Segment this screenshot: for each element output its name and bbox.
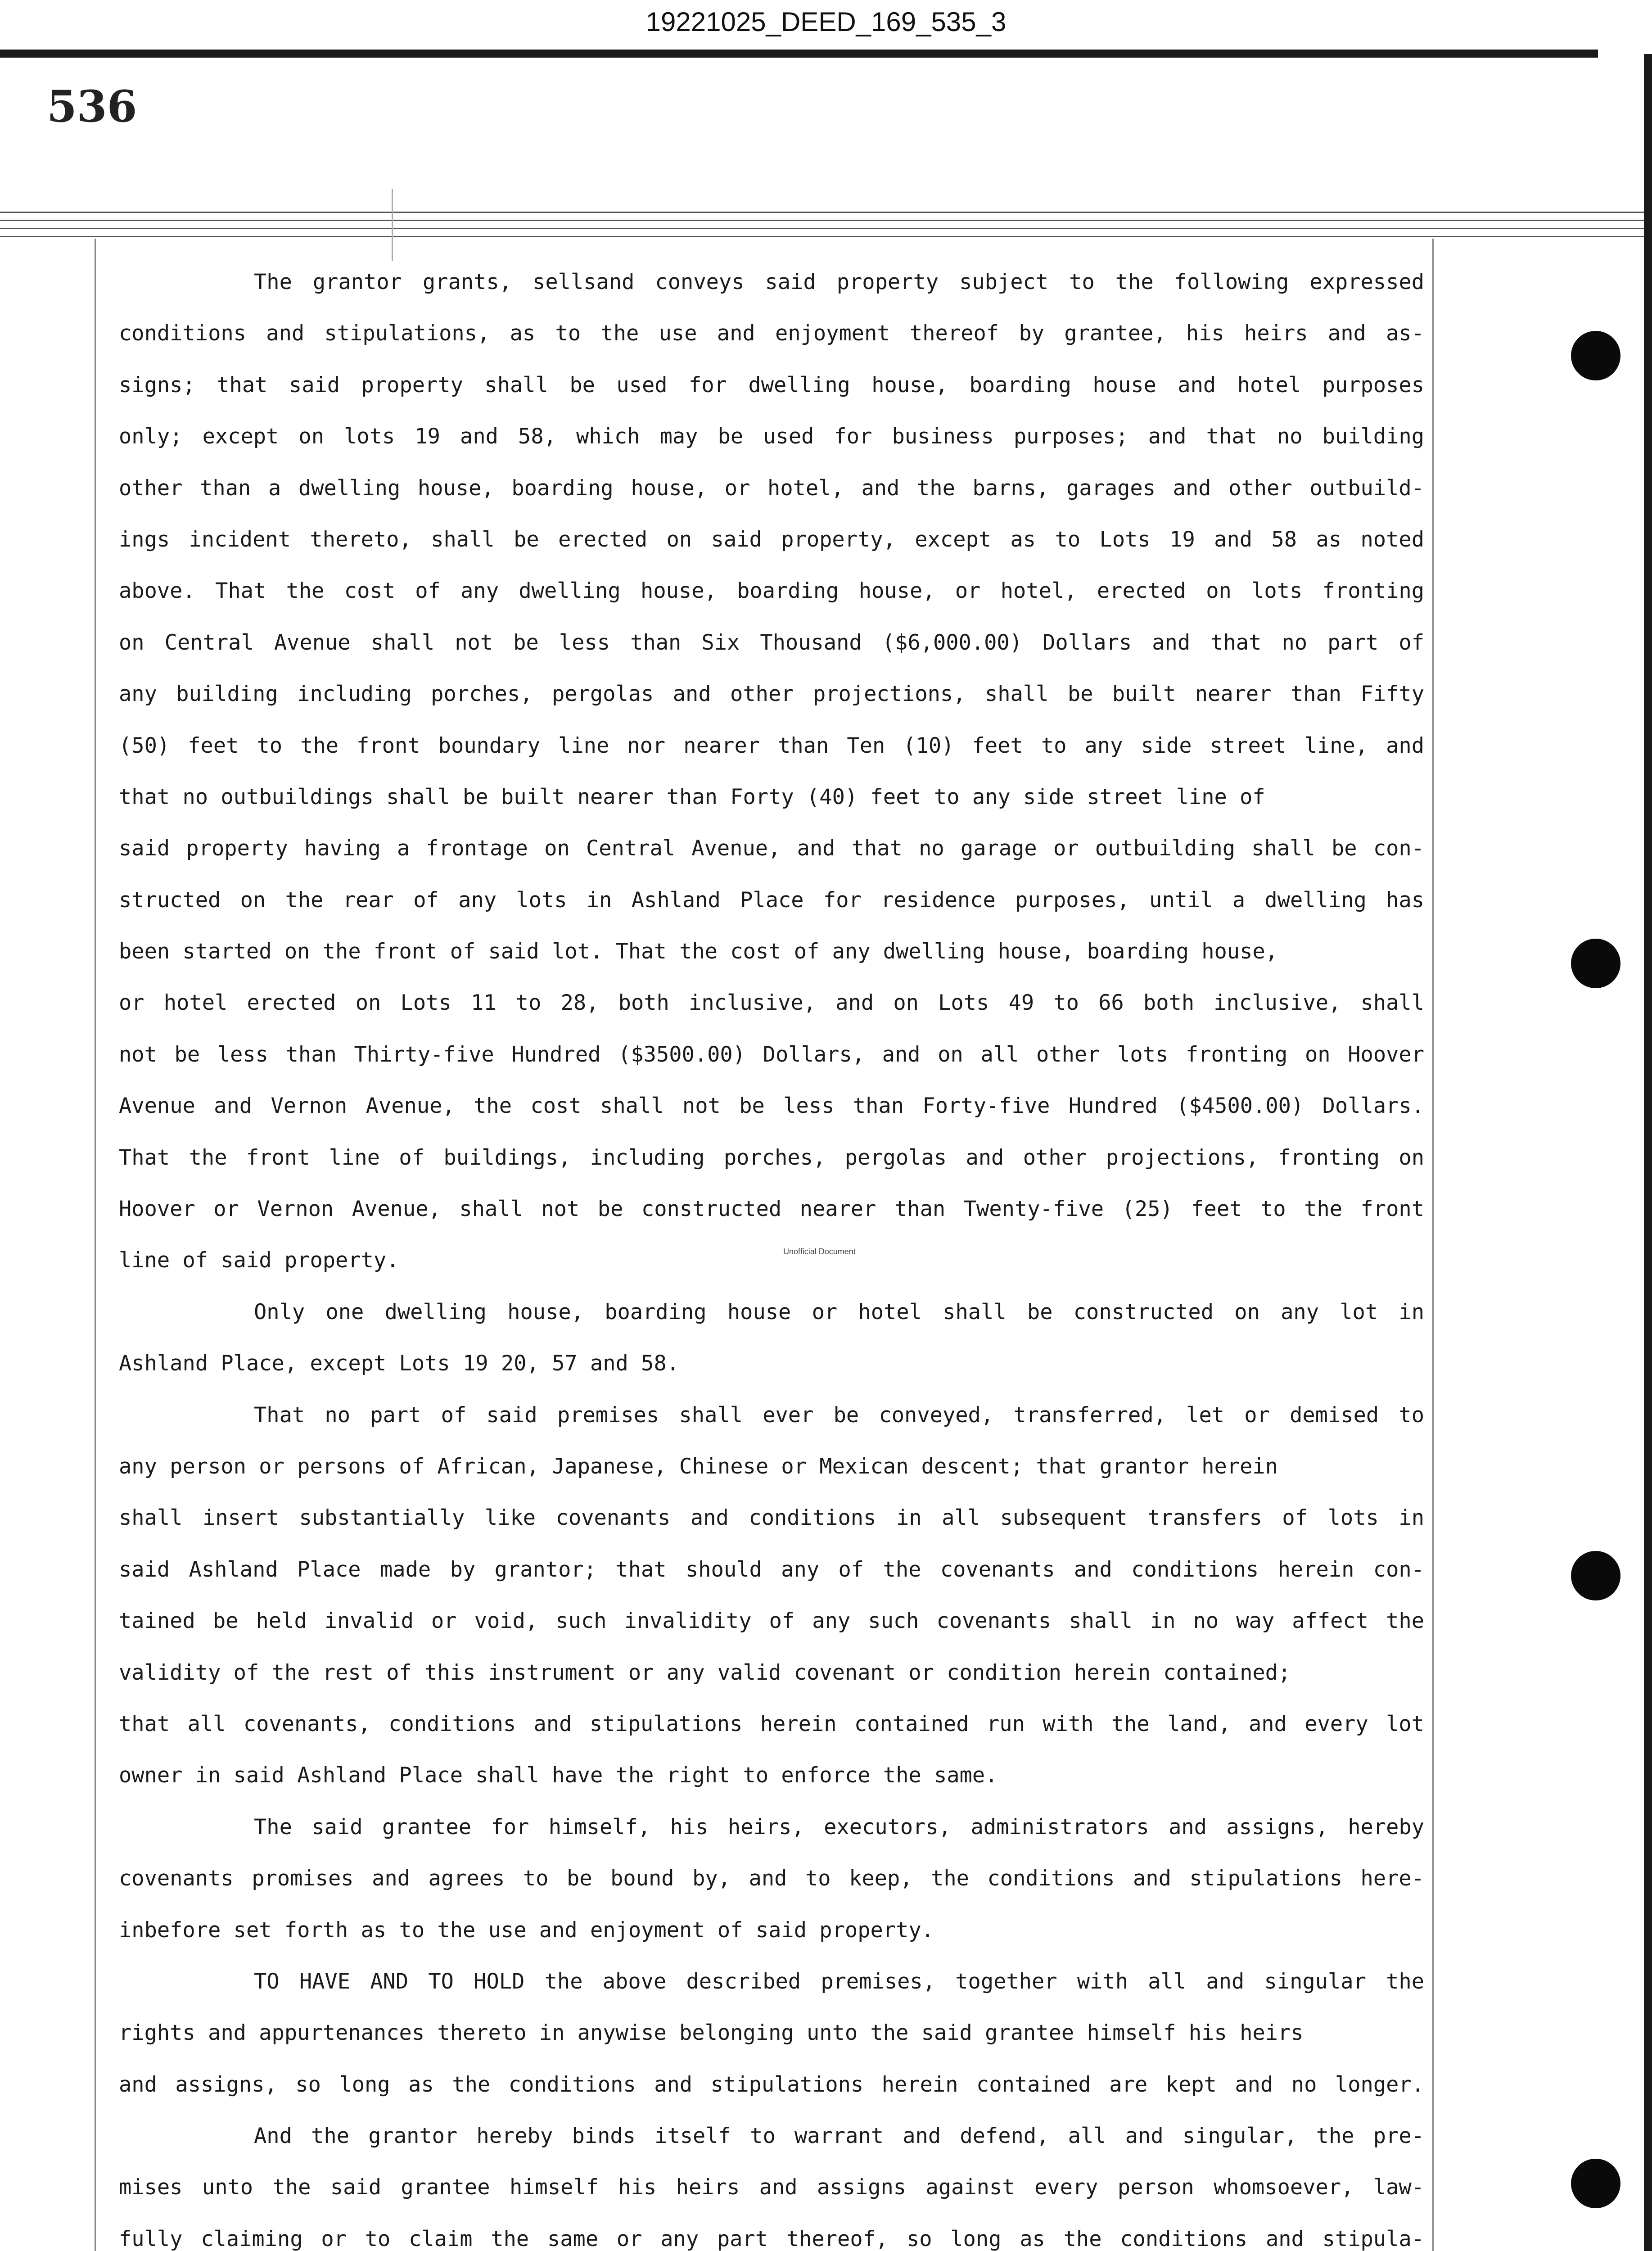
right-scan-edge [1644,54,1652,2251]
text-line: Avenue and Vernon Avenue, the cost shall not be less than Forty-five Hundred ($4500.00) Dollars. [119,1094,1424,1119]
frame-right-border [1432,239,1434,2251]
text-line: And the grantor hereby binds itself to warrant and defend, all and singular, the pre- [254,2124,1424,2149]
text-line: other than a dwelling house, boarding house, or hotel, and the barns, garages and other outbuild- [119,475,1424,501]
text-line: only; except on lots 19 and 58, which may be used for business purposes; and that no building [119,424,1424,449]
text-line: structed on the rear of any lots in Ashland Place for residence purposes, until a dwelling has [119,887,1424,913]
text-line: shall insert substantially like covenants and conditions in all subsequent transfers of lots in [119,1505,1424,1531]
text-line: line of said property. [119,1248,399,1273]
text-line: Ashland Place, except Lots 19 20, 57 and 58. [119,1351,680,1376]
text-line: That the front line of buildings, including porches, pergolas and other projections, fronting on [119,1145,1424,1170]
text-line: The said grantee for himself, his heirs, executors, administrators and assigns, hereby [254,1814,1424,1840]
document-id: 19221025_DEED_169_535_3 [645,7,1007,37]
text-line: conditions and stipulations, as to the use and enjoyment thereof by grantee, his heirs and as- [119,321,1424,346]
text-line: above. That the cost of any dwelling house, boarding house, or hotel, erected on lots fronting [119,579,1424,604]
text-line: Only one dwelling house, boarding house or hotel shall be constructed on any lot in [254,1299,1424,1324]
text-line: been started on the front of said lot. That the cost of any dwelling house, boarding house, [119,939,1278,964]
punch-hole-3 [1571,1551,1620,1600]
header-rule-2 [0,220,1644,221]
text-line: signs; that said property shall be used for dwelling house, boarding house and hotel purposes [119,372,1424,398]
text-line: inbefore set forth as to the use and enjoyment of said property. [119,1917,934,1943]
deed-body-text [119,257,1424,2251]
text-line: covenants promises and agrees to be bound by, and to keep, the conditions and stipulations here- [119,1866,1424,1891]
page-number: 536 [47,81,137,132]
text-line: or hotel erected on Lots 11 to 28, both inclusive, and on Lots 49 to 66 both inclusive, shall [119,990,1424,1016]
punch-hole-4 [1571,2159,1620,2208]
text-line: (50) feet to the front boundary line nor nearer than Ten (10) feet to any side street line, and [119,733,1424,758]
text-line: The grantor grants, sellsand conveys said property subject to the following expressed [254,270,1424,294]
text-line: that all covenants, conditions and stipulations herein contained run with the land, and every lot [119,1711,1424,1736]
text-line: ings incident thereto, shall be erected on said property, except as to Lots 19 and 58 as noted [119,527,1424,552]
header-rule-3 [0,228,1644,229]
text-line: not be less than Thirty-five Hundred ($3500.00) Dollars, and on all other lots fronting on Hoover [119,1042,1424,1067]
text-line: that no outbuildings shall be built nearer than Forty (40) feet to any side street line of [119,784,1265,809]
text-line: and assigns, so long as the conditions and stipulations herein contained are kept and no longer. [119,2072,1424,2097]
text-line: mises unto the said grantee himself his heirs and assigns against every person whomsoever, law- [119,2175,1424,2200]
top-scan-bar [0,50,1598,58]
text-line: any person or persons of African, Japanese, Chinese or Mexican descent; that grantor herein [119,1454,1278,1479]
text-line: That no part of said premises shall ever be conveyed, transferred, let or demised to [254,1402,1424,1428]
text-line: said property having a frontage on Central Avenue, and that no garage or outbuilding shall be con- [119,836,1424,861]
text-line: fully claiming or to claim the same or any part thereof, so long as the conditions and stipula- [119,2226,1424,2251]
unofficial-watermark: Unofficial Document [783,1247,856,1256]
text-line: validity of the rest of this instrument or any valid covenant or condition herein contained; [119,1660,1291,1685]
fold-mark [392,189,393,261]
header-rule-4 [0,236,1644,237]
punch-hole-1 [1571,331,1620,380]
frame-left-border [95,239,96,2251]
text-line: owner in said Ashland Place shall have the right to enforce the same. [119,1763,998,1788]
text-line: said Ashland Place made by grantor; that should any of the covenants and conditions herein con- [119,1557,1424,1582]
header-rule-1 [0,212,1644,213]
punch-hole-2 [1571,939,1620,988]
text-line: any building including porches, pergolas and other projections, shall be built nearer than Fifty [119,682,1424,707]
text-line: tained be held invalid or void, such invalidity of any such covenants shall in no way affect the [119,1609,1424,1634]
text-line: TO HAVE AND TO HOLD the above described premises, together with all and singular the [254,1969,1424,1994]
text-line: rights and appurtenances thereto in anywise belonging unto the said grantee himself his heirs [119,2020,1304,2046]
text-line: on Central Avenue shall not be less than Six Thousand ($6,000.00) Dollars and that no part of [119,630,1424,655]
text-line: Hoover or Vernon Avenue, shall not be constructed nearer than Twenty-five (25) feet to the front [119,1197,1424,1222]
